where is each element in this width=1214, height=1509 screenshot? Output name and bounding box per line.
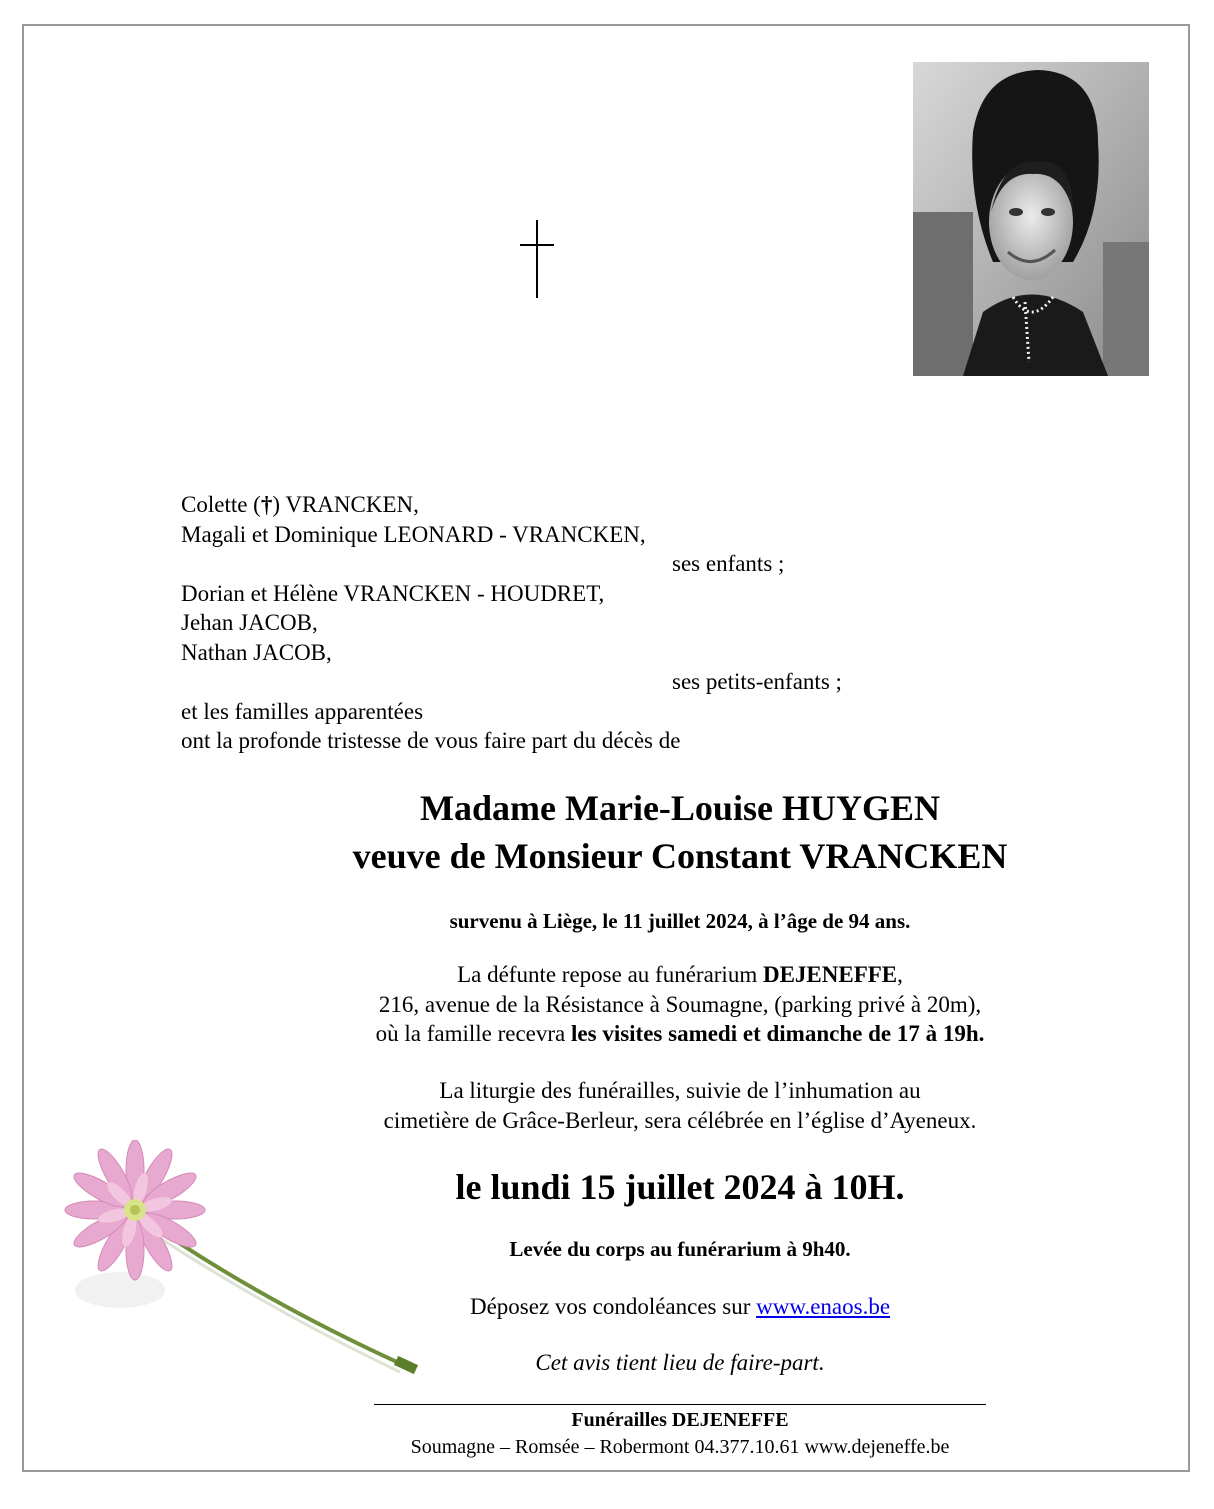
family-role: ses petits-enfants ; [672, 669, 842, 694]
family-line: Jehan JACOB, [181, 610, 318, 635]
dagger-icon: † [260, 492, 273, 517]
condolences-line: Déposez vos condoléances sur www.enaos.be [469, 1294, 891, 1319]
family-role: ses enfants ; [672, 551, 785, 576]
death-details: survenu à Liège, le 11 juillet 2024, à l’âge de 94 ans. [449, 909, 911, 933]
condolences-link[interactable]: www.enaos.be [756, 1294, 891, 1319]
visitation-line-2: 216, avenue de la Résistance à Soumagne, (parking privé à 20m), [378, 991, 982, 1017]
family-line: Dorian et Hélène VRANCKEN - HOUDRET, [181, 580, 605, 606]
deceased-widow-of: veuve de Monsieur Constant VRANCKEN [352, 836, 1008, 876]
footer-address: Soumagne – Romsée – Robermont 04.377.10.61 www.dejeneffe.be [410, 1436, 950, 1458]
portrait-photo [913, 62, 1149, 376]
family-line-colette: Colette (†) VRANCKEN, [181, 492, 419, 517]
deceased-name: Madame Marie-Louise HUYGEN [420, 788, 940, 828]
family-line: Magali et Dominique LEONARD - VRANCKEN, [181, 521, 646, 547]
funeral-date: le lundi 15 juillet 2024 à 10H. [455, 1167, 905, 1207]
family-list [181, 490, 842, 756]
visitation-info [300, 960, 1060, 1049]
visitation-line-3: où la famille recevra les visites samedi et dimanche de 17 à 19h. [375, 1021, 985, 1046]
notice-statement: Cet avis tient lieu de faire-part. [535, 1350, 825, 1375]
family-line: et les familles apparentées [181, 698, 424, 724]
levee-info: Levée du corps au funérarium à 9h40. [509, 1237, 851, 1261]
footer-company: Funérailles DEJENEFFE [571, 1409, 789, 1431]
liturgy-info [300, 1076, 1060, 1135]
liturgy-line-2: cimetière de Grâce-Berleur, sera célébrée en l’église d’Ayeneux. [383, 1107, 977, 1133]
liturgy-line-1: La liturgie des funérailles, suivie de l’inhumation au [439, 1078, 921, 1103]
cross-icon [520, 220, 554, 298]
family-line: Nathan JACOB, [181, 639, 332, 665]
family-line: ont la profonde tristesse de vous faire part du décès de [181, 728, 681, 753]
footer-divider [374, 1404, 986, 1405]
visitation-line-1: La défunte repose au funérarium DEJENEFFE, [457, 962, 903, 987]
